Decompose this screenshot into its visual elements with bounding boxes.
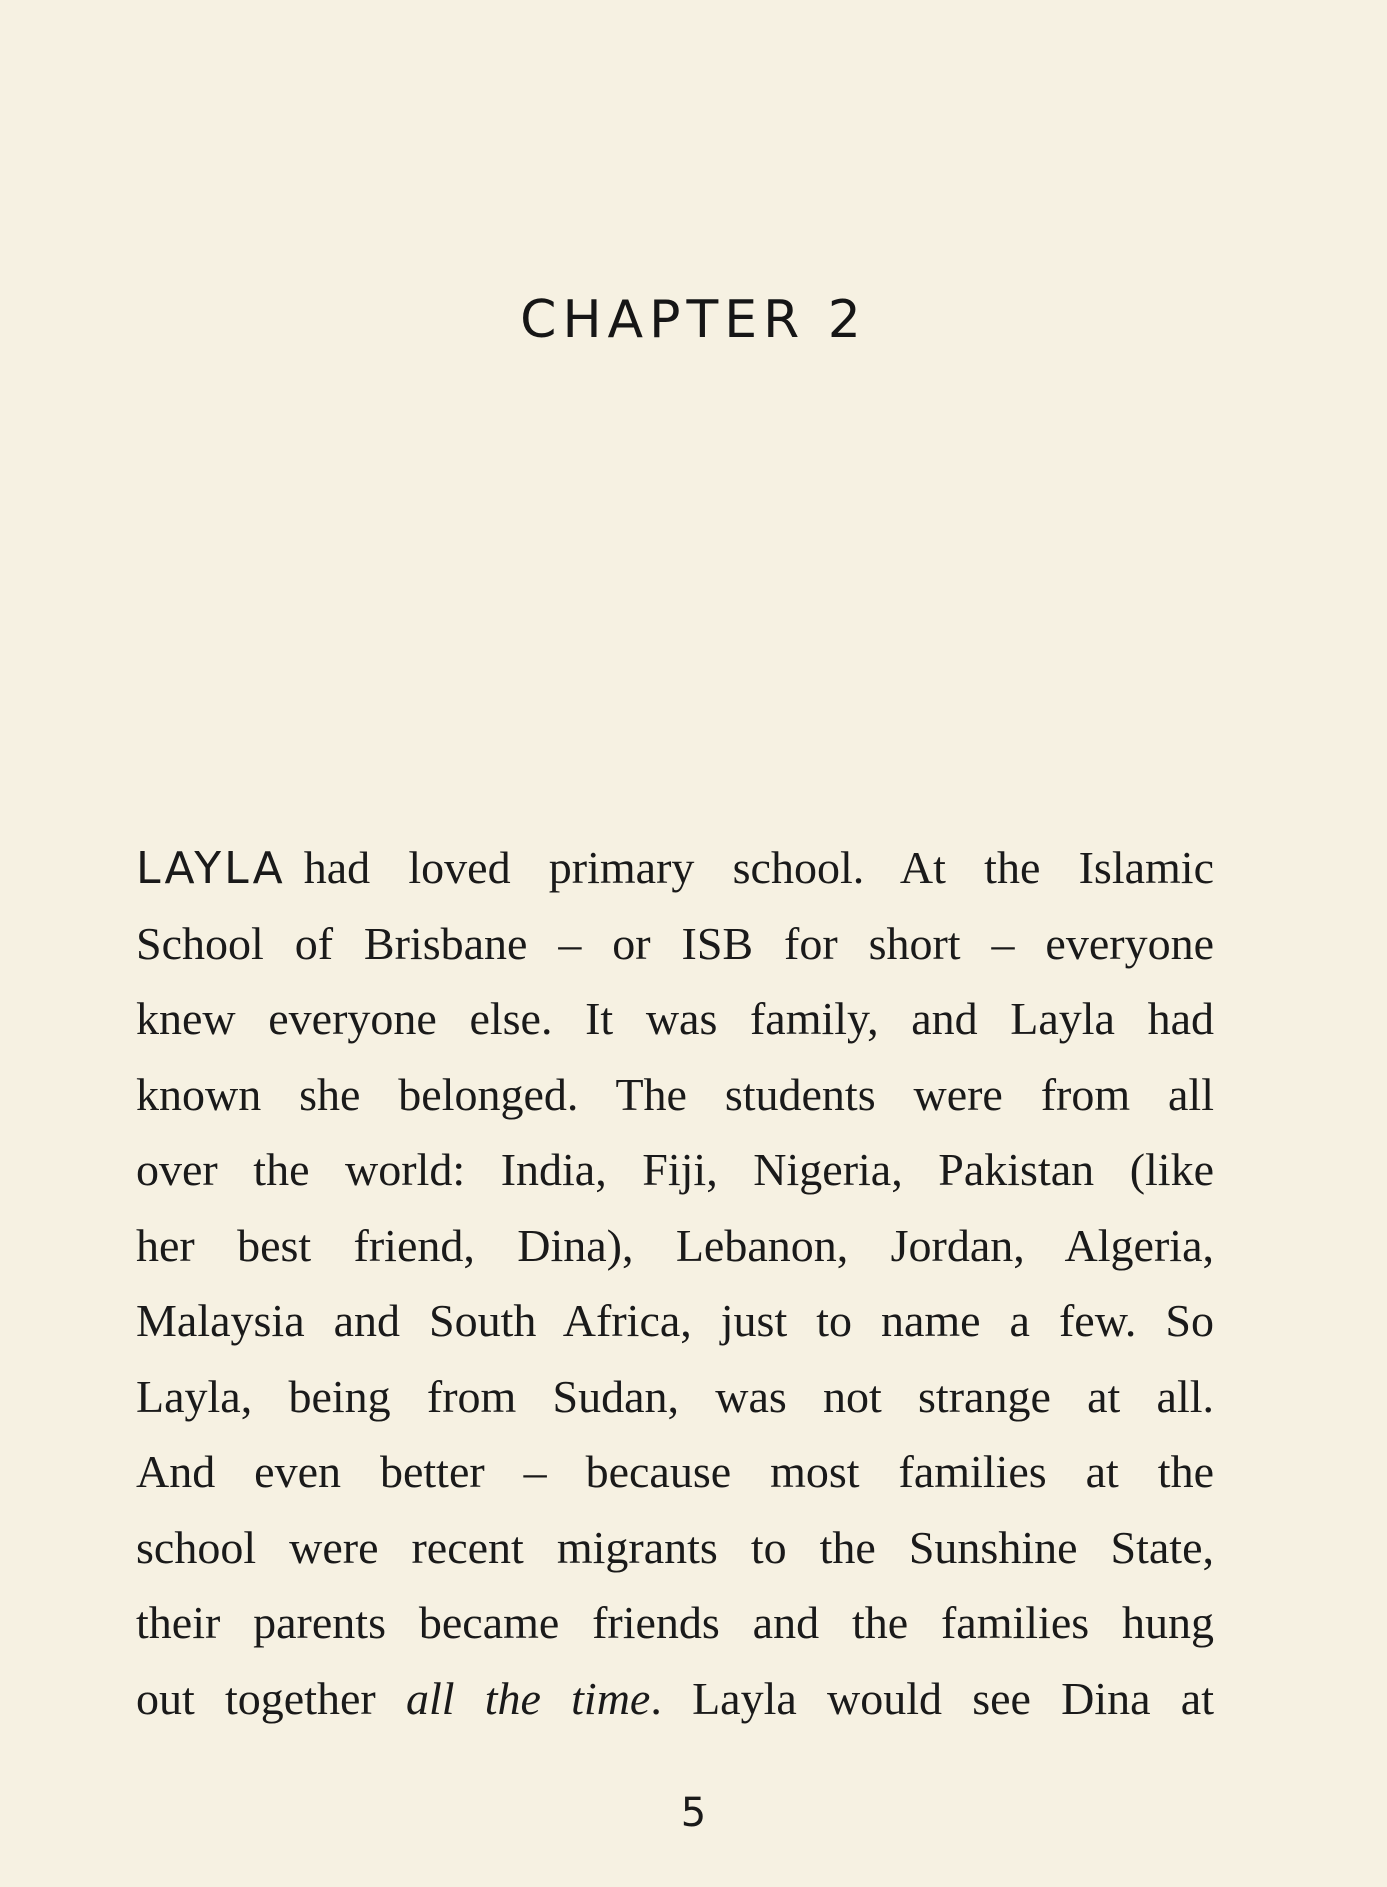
last-line-before: out together xyxy=(136,1672,406,1724)
text-line-last xyxy=(136,1661,1214,1737)
text-line: Layla, being from Sudan, was not strange at all. xyxy=(136,1370,1214,1422)
text-line: her best friend, Dina), Lebanon, Jordan, Algeria, xyxy=(136,1219,1214,1271)
text-line xyxy=(136,830,1214,906)
text-line-content: had loved primary school. At the Islamic xyxy=(303,842,1214,893)
chapter-body-text xyxy=(136,830,1214,1736)
last-line-italic: all the time xyxy=(405,1672,651,1724)
page-number: 5 xyxy=(680,1790,707,1836)
text-line: School of Brisbane – or ISB for short – everyone xyxy=(136,917,1214,969)
text-line: their parents became friends and the families hung xyxy=(136,1597,1214,1648)
last-line-after: . Layla would see Dina at xyxy=(650,1672,1214,1724)
chapter-heading: CHAPTER 2 xyxy=(520,290,867,350)
text-line: over the world: India, Fiji, Nigeria, Pakistan (like xyxy=(136,1144,1214,1195)
text-line: known she belonged. The students were from all xyxy=(136,1068,1214,1120)
text-line: knew everyone else. It was family, and Layla had xyxy=(136,993,1214,1044)
text-line: school were recent migrants to the Sunshine State, xyxy=(136,1521,1214,1573)
text-line: Malaysia and South Africa, just to name a few. So xyxy=(136,1295,1214,1346)
text-line: And even better – because most families at the xyxy=(136,1446,1214,1497)
opening-word: LAYLA xyxy=(136,843,286,894)
